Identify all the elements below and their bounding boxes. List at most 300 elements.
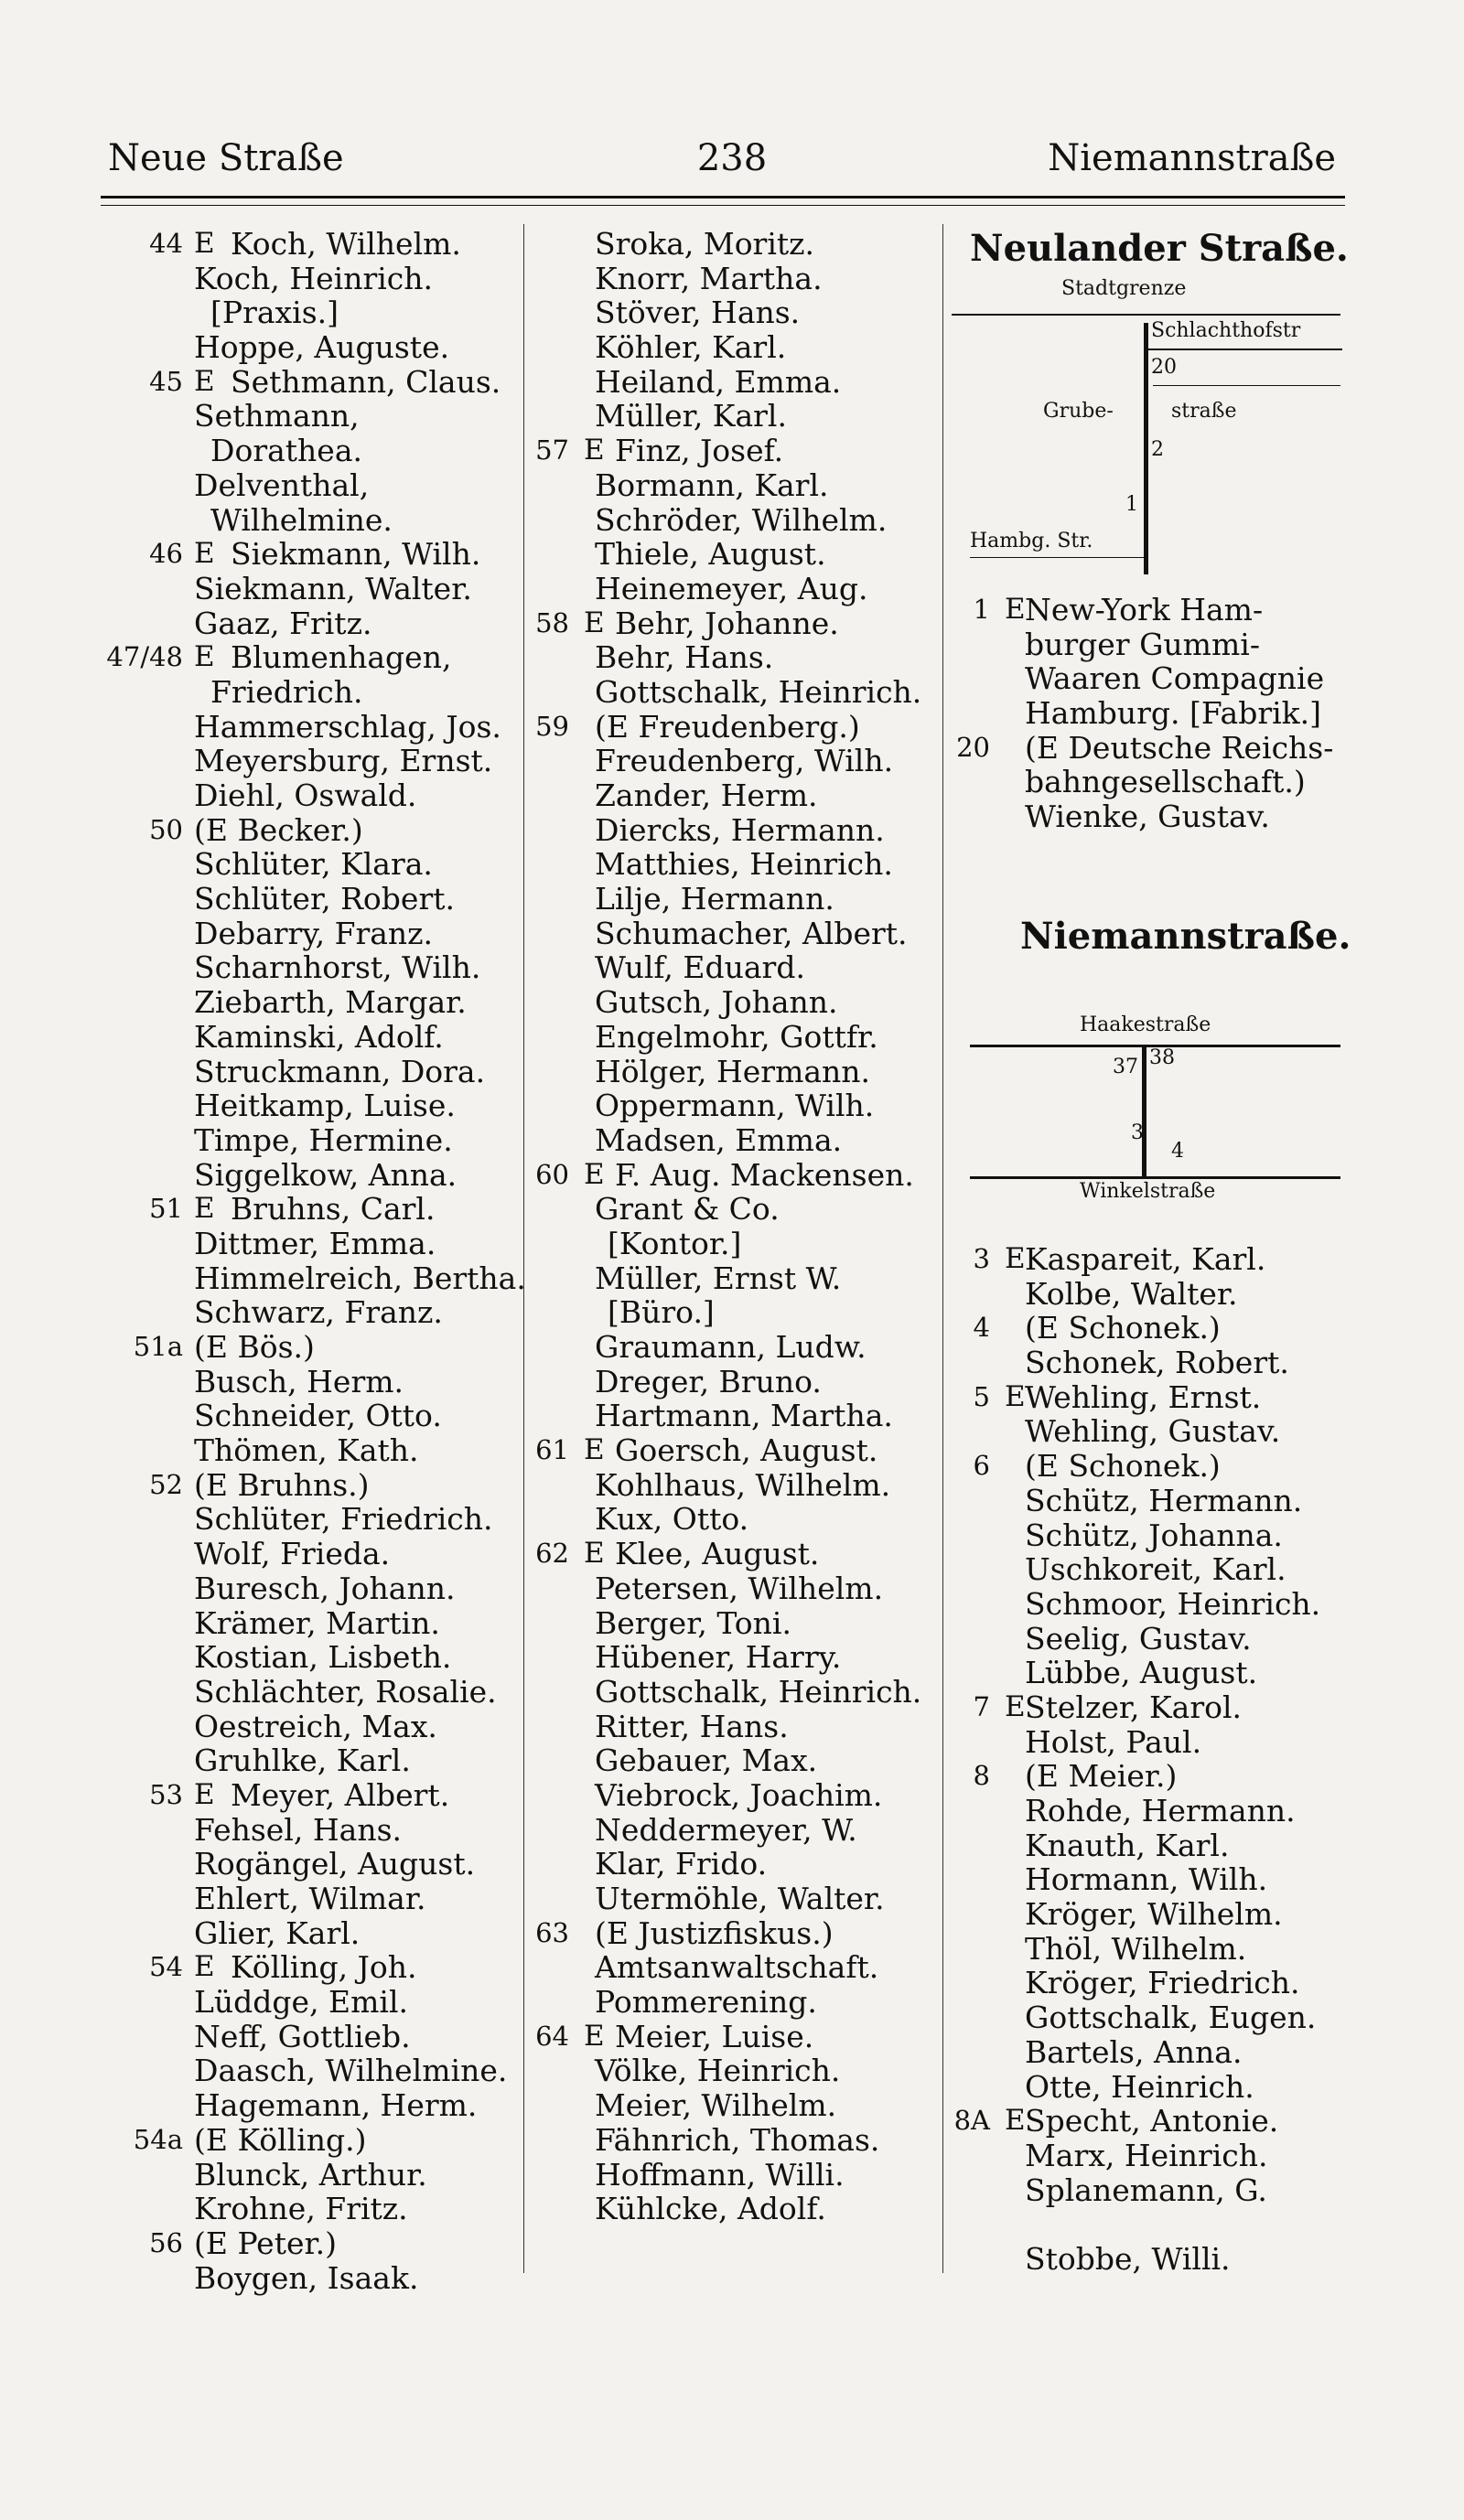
directory-entry [101,640,531,675]
directory-entry [531,2020,947,2054]
directory-entry [101,1399,531,1433]
resident-name: Lübbe, August. [1025,1655,1258,1691]
directory-entry [101,985,531,1020]
resident-name: Hagemann, Herm. [194,2087,478,2124]
house-number: 1 [973,594,990,625]
directory-entry [101,882,531,917]
resident-name: Ritter, Hans. [595,1708,789,1744]
resident-name: Hoppe, Auguste. [194,329,450,366]
resident-name: Hartmann, Martha. [595,1398,893,1434]
directory-entry [531,1502,947,1537]
resident-name: Klar, Frido. [595,1846,768,1882]
resident-name: (E Schonek.) [1025,1448,1221,1485]
resident-name: Heinemeyer, Aug. [595,570,868,606]
resident-name: Zander, Herm. [595,777,818,813]
owner-marker: E [1005,1242,1026,1275]
map-number-1: 1 [1125,493,1138,516]
directory-entry [952,1552,1345,1587]
resident-name: Hammerschlag, Jos. [194,708,501,745]
resident-name: Schlächter, Rosalie. [194,1673,497,1710]
directory-entry [952,2242,1345,2277]
directory-entry [101,1985,531,2020]
directory-entry [101,2192,531,2226]
directory-entry [531,434,947,468]
directory-entry [952,2173,1345,2208]
column-left [101,227,531,2295]
directory-entry [531,1985,947,2020]
header-rule-thin [101,205,1345,206]
resident-name: Behr, Hans. [595,639,774,676]
resident-name: Müller, Karl. [595,398,787,434]
directory-entry [101,1123,531,1158]
owner-marker: E [584,2019,605,2053]
directory-entry [101,950,531,985]
resident-name: Delventhal, [194,466,370,503]
owner-marker: E [194,537,215,571]
map-label-hambg-str: Hambg. Str. [970,530,1093,552]
house-number: 20 [956,731,990,763]
map-label-schlachthofstr: Schlachthofstr [1151,319,1301,342]
directory-entry [101,2261,531,2296]
directory-entry [101,2054,531,2088]
directory-entry [952,1380,1345,1415]
resident-name: Neddermeyer, W. [595,1811,857,1848]
directory-entry [952,1414,1345,1449]
owner-marker: E [194,227,215,260]
directory-entry [531,399,947,434]
resident-name: Hamburg. [Fabrik.] [1025,695,1322,732]
directory-entry [952,1449,1345,1484]
house-number: 63 [535,1916,569,1948]
resident-name: Kaminski, Adolf. [194,1018,444,1055]
resident-name: burger Gummi- [1025,626,1260,662]
resident-name: Himmelreich, Bertha. [194,1260,526,1296]
resident-name: Schneider, Otto. [194,1398,442,1434]
directory-entry [101,1675,531,1710]
directory-entry [101,1261,531,1296]
resident-name: Heiland, Emma. [595,363,842,400]
directory-entry [101,1055,531,1089]
house-number: 59 [535,710,569,742]
resident-name: Kühlcke, Adolf. [595,2191,826,2227]
directory-entry [531,813,947,848]
resident-name: (E Meier.) [1025,1758,1178,1795]
house-number: 52 [149,1468,183,1500]
resident-name: Diercks, Hermann. [595,811,885,848]
map-number-37: 37 [1113,1056,1138,1078]
owner-marker: E [1005,1379,1026,1413]
directory-entry [101,813,531,848]
directory-entry [531,1778,947,1813]
directory-entry [952,2139,1345,2173]
house-number: 47/48 [106,641,183,673]
map-line [970,1176,1340,1179]
directory-entry [531,365,947,400]
directory-entry [531,1055,947,1089]
directory-entry [531,1399,947,1433]
page-header [0,137,1464,192]
resident-name: Viebrock, Joachim. [595,1776,883,1813]
directory-entry [101,1778,531,1813]
owner-marker: E [1005,1689,1026,1723]
house-number: 44 [149,228,183,259]
owner-marker: E [194,1950,215,1984]
directory-entry [531,295,947,330]
header-street-left: Neue Straße [108,137,344,179]
map-line [1144,323,1148,574]
resident-name: Uschkoreit, Karl. [1025,1551,1286,1588]
resident-name: Utermöhle, Walter. [595,1881,885,1916]
directory-entry [531,778,947,813]
resident-name: Knauth, Karl. [1025,1827,1230,1863]
resident-name: Grant & Co. [595,1191,780,1228]
directory-entry [952,1828,1345,1863]
house-number: 8 [973,1760,990,1792]
directory-entry [531,2123,947,2158]
resident-name: (E Kölling.) [194,2121,367,2158]
directory-entry [952,1311,1345,1346]
house-number: 6 [973,1450,990,1482]
resident-name: Krämer, Martin. [194,1604,440,1641]
resident-name: Busch, Herm. [194,1363,404,1399]
resident-name: Kostian, Lisbeth. [194,1639,452,1676]
resident-name: [Büro.] [608,1294,715,1331]
resident-name: Hölger, Hermann. [595,1053,871,1089]
resident-name: (E Schonek.) [1025,1310,1221,1346]
resident-name: Wehling, Ernst. [1025,1378,1262,1415]
resident-name: Wehling, Gustav. [1025,1413,1281,1450]
resident-name: Müller, Ernst W. [595,1260,842,1296]
directory-entry [952,1690,1345,1725]
resident-name: Gottschalk, Heinrich. [595,673,922,710]
house-number: 56 [149,2226,183,2258]
house-number: 54a [133,2123,183,2155]
resident-name: Waaren Compagnie [1025,660,1325,697]
map-label-haakestrasse: Haakestraße [1080,1013,1211,1036]
directory-entry [952,765,1345,799]
directory-entry [101,537,531,572]
map-number-4: 4 [1171,1140,1184,1163]
resident-name: Berger, Toni. [595,1604,791,1641]
directory-entry [531,1330,947,1365]
directory-entry [531,1606,947,1641]
resident-name: Stobbe, Willi. [1025,2240,1231,2277]
directory-entry [531,1847,947,1882]
directory-entry [101,1020,531,1055]
owner-marker: E [194,364,215,398]
map-line [970,557,1144,558]
resident-name: Thöl, Wilhelm. [1025,1930,1247,1967]
resident-name: Schütz, Hermann. [1025,1482,1303,1518]
directory-entry [101,1227,531,1261]
directory-entry [101,2123,531,2158]
resident-name: Ziebarth, Margar. [194,984,467,1021]
owner-marker: E [584,1537,605,1571]
resident-name: Lüddge, Emil. [194,1984,409,2021]
resident-name: Buresch, Johann. [194,1570,456,1606]
directory-entry [531,572,947,606]
resident-name: Sethmann, Claus. [231,363,501,400]
directory-entry [952,1725,1345,1760]
house-number: 51a [133,1331,183,1362]
resident-name: (E Peter.) [194,2225,338,2261]
owner-marker: E [1005,2104,1026,2138]
resident-name: Diehl, Oswald. [194,777,417,813]
directory-entry [531,710,947,745]
resident-name: Marx, Heinrich. [1025,2137,1268,2173]
resident-name: [Praxis.] [210,295,339,331]
resident-name: Splanemann, G. [1025,2171,1267,2208]
resident-name: Gutsch, Johann. [595,984,838,1021]
resident-name: Siekmann, Wilh. [231,536,481,573]
house-number: 64 [535,2020,569,2052]
directory-entry [952,696,1345,731]
directory-entry [531,262,947,296]
resident-name: Schütz, Johanna. [1025,1517,1283,1553]
house-number: 61 [535,1434,569,1466]
resident-name: Neff, Gottlieb. [194,2018,411,2054]
directory-entry [101,1606,531,1641]
resident-name: Boygen, Isaak. [194,2259,419,2296]
directory-entry [531,1571,947,1606]
directory-entry [952,1794,1345,1828]
resident-name: Seelig, Gustav. [1025,1620,1252,1657]
map-number-38: 38 [1149,1046,1175,1069]
resident-name: Finz, Josef. [615,433,784,469]
resident-name: [Kontor.] [608,1225,742,1261]
directory-entry [952,2000,1345,2035]
directory-entry [531,2088,947,2123]
resident-name: Dorathea. [210,433,362,469]
resident-name: Debarry, Franz. [194,915,434,951]
resident-name: Sroka, Moritz. [595,226,815,262]
directory-entry [531,1227,947,1261]
resident-name: Schröder, Wilhelm. [595,501,888,538]
house-number: 7 [973,1690,990,1722]
resident-name: Stelzer, Karol. [1025,1689,1243,1725]
entries-neulander [952,593,1345,834]
street-map-niemann [952,1013,1345,1203]
directory-entry [531,2158,947,2193]
resident-name: Gebauer, Max. [595,1743,818,1779]
resident-name: Rogängel, August. [194,1846,476,1882]
resident-name: Meier, Wilhelm. [595,2087,837,2124]
map-line [1153,385,1340,386]
resident-name: Behr, Johanne. [615,605,839,641]
header-rule-thick [101,196,1345,198]
directory-entry [531,2192,947,2226]
resident-name: Thömen, Kath. [194,1432,419,1469]
directory-entry [101,1640,531,1675]
resident-name: Meier, Luise. [615,2018,814,2054]
directory-entry [101,2020,531,2054]
resident-name: Ehlert, Wilmar. [194,1881,426,1916]
resident-name: Schlüter, Klara. [194,846,433,883]
resident-name: Kaspareit, Karl. [1025,1241,1266,1277]
resident-name: Scharnhorst, Wilh. [194,949,481,986]
directory-entry [952,661,1345,696]
directory-entry [531,1261,947,1296]
directory-entry [101,399,531,434]
directory-entry [531,537,947,572]
directory-entry [952,1656,1345,1690]
house-number: 51 [149,1193,183,1225]
directory-entry [531,606,947,641]
resident-name: Wulf, Eduard. [595,949,805,986]
directory-entry [101,1365,531,1399]
directory-entry [101,434,531,468]
house-number: 46 [149,538,183,570]
directory-entry [101,1088,531,1123]
resident-name: Meyersburg, Ernst. [194,743,493,779]
directory-entry [101,1847,531,1882]
resident-name: (E Bruhns.) [194,1466,370,1503]
resident-name: Schwarz, Franz. [194,1294,443,1331]
resident-name: Köhler, Karl. [595,329,787,366]
directory-entry [101,744,531,778]
resident-name: Struckmann, Dora. [194,1053,486,1089]
directory-entry [952,1587,1345,1622]
resident-name: (E Justizfiskus.) [595,1914,834,1951]
house-number: 4 [973,1312,990,1344]
directory-entry [531,1813,947,1848]
directory-entry [531,950,947,985]
directory-entry [952,2070,1345,2105]
directory-entry [531,1640,947,1675]
resident-name: Hoffmann, Willi. [595,2156,845,2193]
directory-entry [531,1468,947,1503]
directory-entry [101,227,531,262]
resident-name: Gottschalk, Eugen. [1025,2000,1317,2036]
resident-name: Wilhelmine. [210,501,393,538]
directory-entry [101,1502,531,1537]
house-number: 58 [535,606,569,638]
house-number: 50 [149,813,183,845]
directory-entry [101,710,531,745]
directory-entry [531,227,947,262]
page-number: 238 [696,137,768,179]
directory-entry [101,847,531,882]
resident-name: Dittmer, Emma. [194,1225,436,1261]
resident-name: Oppermann, Wilh. [595,1088,875,1124]
directory-entry [531,917,947,951]
resident-name: Timpe, Hermine. [194,1121,453,1158]
resident-name: Amtsanwaltschaft. [595,1949,879,1986]
resident-name: Friedrich. [210,673,363,710]
map-label-stadtgrenze: Stadtgrenze [1061,277,1187,300]
directory-entry [952,799,1345,834]
directory-entry [531,882,947,917]
directory-entry [531,330,947,365]
resident-name: Bruhns, Carl. [231,1191,436,1228]
directory-entry [531,2054,947,2088]
directory-entry [101,1950,531,1985]
resident-name: Stöver, Hans. [595,295,801,331]
directory-entry [531,1365,947,1399]
house-number: 45 [149,365,183,397]
resident-name: Gruhlke, Karl. [194,1743,411,1779]
column-middle [531,227,947,2226]
house-number: 5 [973,1380,990,1412]
directory-entry [531,1882,947,1916]
directory-entry [952,627,1345,662]
directory-entry [101,1710,531,1744]
resident-name: Wolf, Frieda. [194,1536,391,1572]
directory-entry [101,262,531,296]
owner-marker: E [584,1433,605,1467]
resident-name: Graumann, Ludw. [595,1329,867,1365]
directory-entry [952,1759,1345,1794]
directory-entry [531,1916,947,1951]
directory-entry [101,572,531,606]
directory-entry [101,1330,531,1365]
resident-name: (E Deutsche Reichs- [1025,729,1334,766]
directory-entry [101,1571,531,1606]
resident-name: Thiele, August. [595,536,826,573]
house-number: 8A [953,2105,990,2137]
street-heading-neulander: Neulander Straße. [970,227,1349,270]
resident-name: Freudenberg, Wilh. [595,743,894,779]
map-line [1142,1046,1146,1179]
directory-entry [952,2104,1345,2139]
house-number: 57 [535,434,569,466]
resident-name: Klee, August. [615,1536,820,1572]
resident-name: Krohne, Fritz. [194,2191,408,2227]
resident-name: Völke, Heinrich. [595,2053,841,2089]
directory-entry [101,1192,531,1227]
directory-entry [952,2035,1345,2070]
resident-name: Schumacher, Albert. [595,915,908,951]
resident-name: Gottschalk, Heinrich. [595,1673,922,1710]
house-number: 60 [535,1158,569,1190]
resident-name: Pommerening. [595,1984,817,2021]
map-label-strasse: straße [1171,400,1237,423]
resident-name: Madsen, Emma. [595,1121,843,1158]
resident-name: Kolbe, Walter. [1025,1275,1238,1312]
directory-entry [952,1277,1345,1312]
resident-name: (E Freudenberg.) [595,708,860,745]
directory-entry [531,675,947,710]
owner-marker: E [194,1777,215,1811]
street-heading-niemann: Niemannstraße. [1020,915,1351,958]
directory-entry [101,1916,531,1951]
directory-entry [952,1622,1345,1657]
map-line [1148,349,1342,350]
directory-entry [952,1932,1345,1967]
directory-entry [531,744,947,778]
directory-entry [952,1484,1345,1518]
resident-name: (E Becker.) [194,811,363,848]
owner-marker: E [584,434,605,467]
resident-name: Koch, Wilhelm. [231,226,461,262]
resident-name: Gaaz, Fritz. [194,605,372,641]
directory-entry [531,1743,947,1778]
resident-name: Heitkamp, Luise. [194,1088,456,1124]
map-label-grube: Grube- [1043,400,1114,423]
directory-entry [531,468,947,503]
directory-entry [531,1088,947,1123]
directory-entry [101,675,531,710]
resident-name: Oestreich, Max. [194,1708,437,1744]
directory-entry [101,606,531,641]
directory-entry [101,1882,531,1916]
owner-marker: E [194,1192,215,1226]
resident-name: Petersen, Wilhelm. [595,1570,884,1606]
directory-entry [101,2226,531,2261]
resident-name: Schlüter, Friedrich. [194,1501,493,1538]
directory-entry [531,503,947,538]
directory-entry [531,1950,947,1985]
